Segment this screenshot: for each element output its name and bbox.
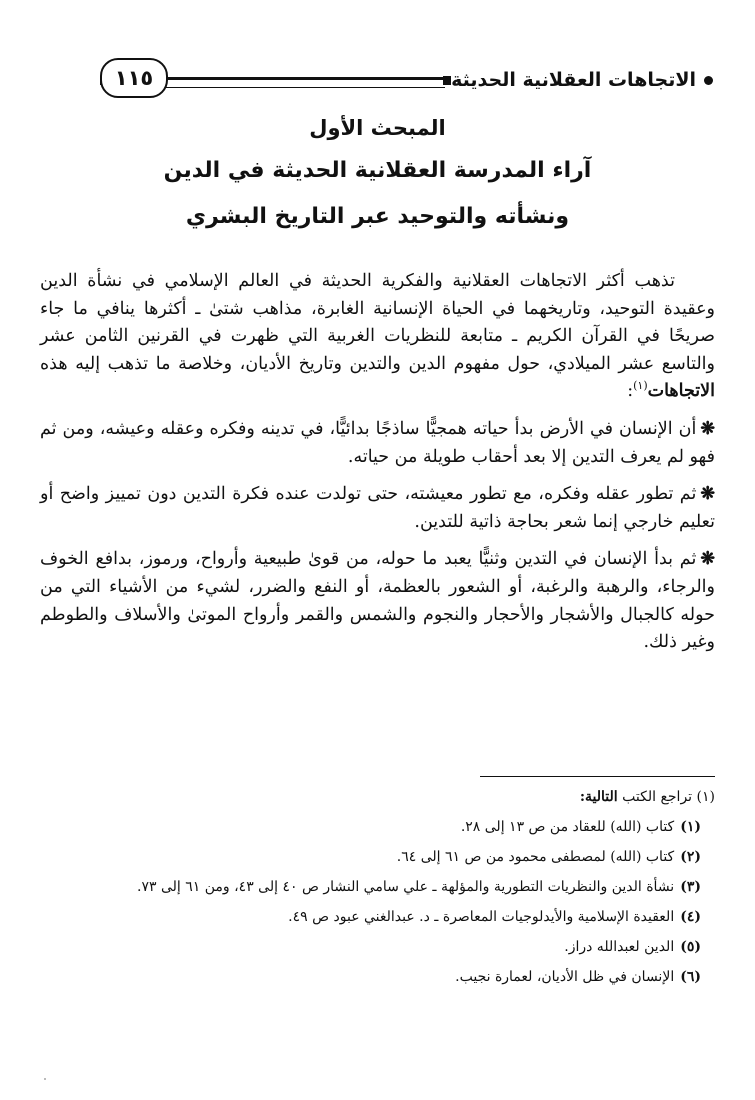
footnote-item xyxy=(40,842,715,872)
footnote-item-text: الدين لعبدالله دراز. xyxy=(564,939,675,955)
footnote-item-number: (٤) xyxy=(680,909,701,925)
section-title-line-2: ونشأته والتوحيد عبر التاريخ البشري xyxy=(185,204,570,229)
footnote-item-text: العقيدة الإسلامية والأيدلوجيات المعاصرة ـ د. عبدالغني عبود ص ٤٩. xyxy=(288,909,675,925)
intro-end: : xyxy=(627,381,634,402)
footnote-item xyxy=(40,812,715,842)
footnote-separator xyxy=(480,776,715,777)
section-heading xyxy=(60,108,695,240)
intro-paragraph xyxy=(40,268,715,406)
point-text: ثم تطور عقله وفكره، مع تطور معيشته، حتى تولدت عنده فكرة التدين دون تمييز واضح أو تعليم خارجي إنما شعر بحاجة ذاتية للتدين. xyxy=(40,484,715,532)
point-paragraph-1 xyxy=(40,416,715,471)
footnote-item-text: نشأة الدين والنظريات التطورية والمؤلهة ـ علي سامي النشار ص ٤٠ إلى ٤٣، ومن ٦١ إلى ٧٣. xyxy=(137,879,675,895)
footnote-item xyxy=(40,872,715,902)
asterisk-bullet-icon: ❋ xyxy=(700,484,715,505)
section-label: المبحث الأول xyxy=(309,116,446,140)
footnote-item-text: الإنسان في ظل الأديان، لعمارة نجيب. xyxy=(455,969,675,985)
footnote-intro-text: تراجع الكتب xyxy=(622,789,693,805)
point-text: أن الإنسان في الأرض بدأ حياته همجيًّا ساذجًا بدائيًّا، في تدينه وفكره وعقله وعيشه، ومن ثم فهو لم يعرف التدين إلا بعد أحقاب طويلة من حياته. xyxy=(40,418,715,467)
footnote-marker: (١) xyxy=(696,789,715,805)
page-number: ١١٥ xyxy=(100,58,168,98)
running-title: الاتجاهات العقلانية الحديثة xyxy=(451,69,696,91)
footnote-item-text: كتاب (الله) لمصطفى محمود من ص ٦١ إلى ٦٤. xyxy=(396,849,675,865)
point-text: ثم بدأ الإنسان في التدين وثنيًّا يعبد ما حوله، من قوىٰ طبيعية وأرواح، ورموز، بدافع الخوف والرجاء، والرهبة والرغبة، أو الشعور بالعظمة، أو النفع والضرر، لشيء من الأشياء التي من حوله كالجبال والأشجار والأحجار والنجوم والشمس والقمر وأرواح الموتىٰ والأسلاف والطوطم وغير ذلك. xyxy=(40,549,715,653)
section-title-line-1: آراء المدرسة العقلانية الحديثة في الدين xyxy=(163,158,592,183)
asterisk-bullet-icon: ❋ xyxy=(700,549,715,570)
footnote-item-number: (٣) xyxy=(680,879,701,895)
footnote-reference: (١) xyxy=(633,379,648,393)
intro-text: تذهب أكثر الاتجاهات العقلانية والفكرية الحديثة في العالم الإسلامي في نشأة الدين وعقيدة التوحيد، وتاريخهما في الحياة الإنسانية الغابرة، مذاهب شتىٰ ـ أكثرها ينافي ما جاء صريحًا في القرآن الكريم ـ متابعة للنظريات الغربية التي ظهرت في القرنين الثامن عشر والتاسع عشر الميلادي، حول مفهوم الدين والتدين وتاريخ الأديان، وخلاصة ما تذهب إليه هذه xyxy=(40,271,715,374)
asterisk-bullet-icon: ❋ xyxy=(700,418,715,439)
bullet-icon xyxy=(704,76,713,85)
intro-bold-term: الاتجاهات xyxy=(647,381,715,402)
footnote-item-text: كتاب (الله) للعقاد من ص ١٣ إلى ٢٨. xyxy=(460,819,675,835)
footnote-item-number: (٦) xyxy=(680,969,701,985)
footnote-intro xyxy=(40,782,715,812)
point-paragraph-2 xyxy=(40,481,715,536)
scan-artifact xyxy=(44,1078,46,1080)
footnote-item xyxy=(40,902,715,932)
footnote-intro-bold: التالية: xyxy=(579,789,618,805)
footnote-item xyxy=(40,962,715,992)
footnotes xyxy=(40,782,715,992)
footnote-item-number: (١) xyxy=(680,819,701,835)
footnote-item-number: (٥) xyxy=(680,939,701,955)
body-text xyxy=(40,268,715,657)
footnote-item-number: (٢) xyxy=(680,849,701,865)
point-paragraph-3 xyxy=(40,546,715,656)
running-header xyxy=(100,60,713,100)
footnote-item xyxy=(40,932,715,962)
